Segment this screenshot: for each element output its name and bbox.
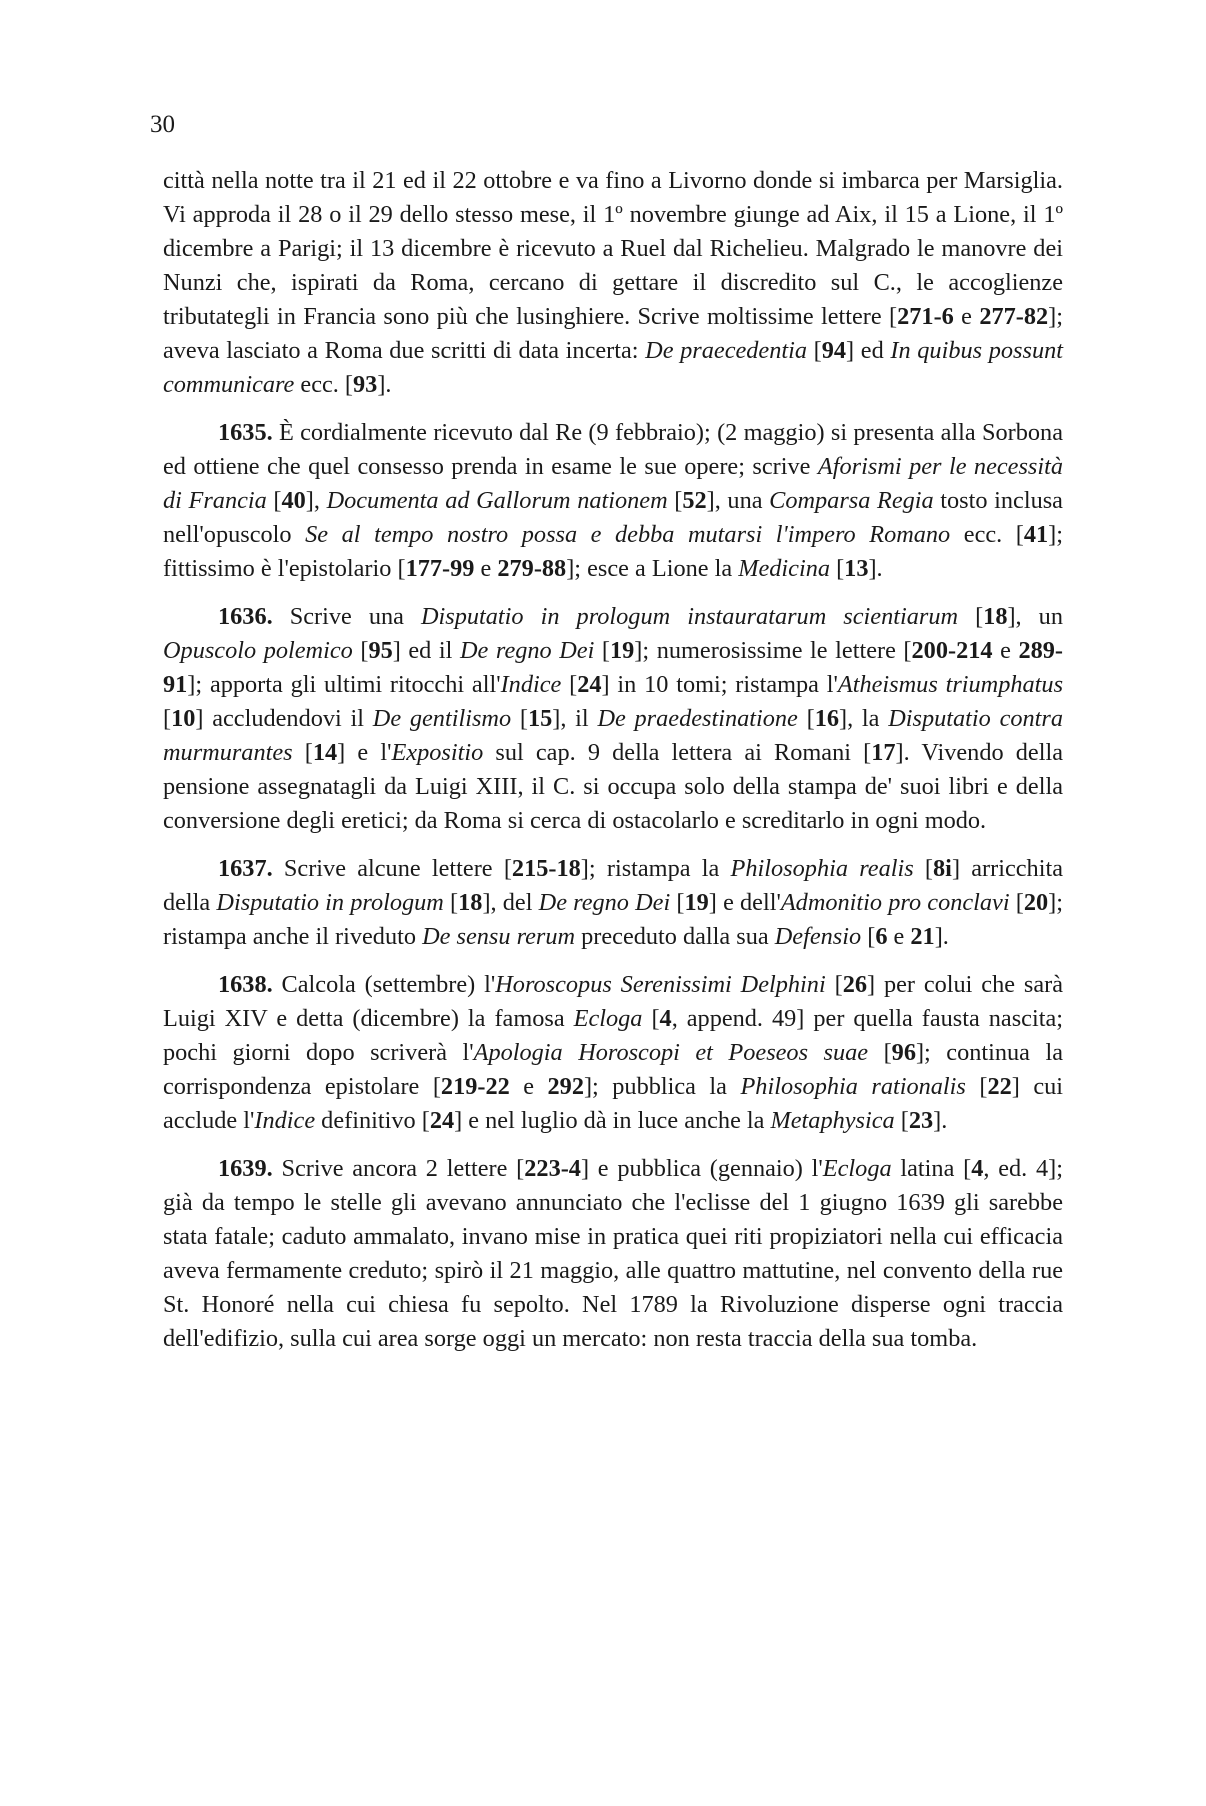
bibliography-ref: 23 xyxy=(908,1107,934,1134)
bibliography-ref: 10 xyxy=(171,705,196,732)
text-run: [ xyxy=(642,1005,660,1032)
bibliography-ref: 17 xyxy=(871,739,896,766)
work-title: De praecedentia xyxy=(645,337,807,364)
text-run: ]; apporta gli ultimi ritocchi all' xyxy=(187,671,501,698)
text-run: [ xyxy=(894,1107,909,1134)
text-run: [ xyxy=(830,555,845,582)
text-run: ]; numerosissime le lettere [ xyxy=(634,637,912,664)
text-run: ], una xyxy=(706,487,770,514)
work-title: Comparsa Regia xyxy=(769,487,934,514)
bibliography-ref: 271-6 xyxy=(897,303,954,330)
text-run: ]; fittissimo è l'epistolario [ xyxy=(163,521,1063,582)
paragraph-1636 xyxy=(163,600,1063,838)
text-run: ], la xyxy=(839,705,889,732)
text-run: ], un xyxy=(1007,603,1063,630)
bibliography-ref: 177-99 xyxy=(405,555,475,582)
work-title: Medicina xyxy=(738,555,830,582)
text-run: ] arricchita della xyxy=(163,855,1063,916)
year-heading: 1637. xyxy=(218,855,273,882)
text-run: ], del xyxy=(482,889,539,916)
text-run: [ xyxy=(561,671,578,698)
text-run: ] ed il xyxy=(392,637,460,664)
bibliography-ref: 6 xyxy=(875,923,888,950)
work-title: Metaphysica xyxy=(770,1107,895,1134)
bibliography-ref: 289-91 xyxy=(163,637,1063,698)
text-run: ]; ristampa anche il riveduto xyxy=(163,889,1064,950)
bibliography-ref: 292 xyxy=(547,1073,584,1100)
paragraph-1638 xyxy=(163,968,1063,1138)
bibliography-ref: 15 xyxy=(527,705,553,732)
year-heading: 1639. xyxy=(218,1155,273,1182)
text-run: ] ed xyxy=(846,337,891,364)
work-title: Indice xyxy=(254,1107,316,1134)
text-run: [ xyxy=(797,705,815,732)
bibliography-ref: 21 xyxy=(910,923,935,950)
work-title: Documenta ad Gallorum nationem xyxy=(326,487,668,514)
text-run: ] per colui che sarà Luigi XIV e detta (dicembre) la famosa xyxy=(163,971,1064,1032)
text-run: [ xyxy=(958,603,984,630)
text-run: città nella notte tra il 21 ed il 22 ottobre e va fino a Livorno donde si imbarca per Marsiglia. Vi approda il 28 o il 29 dello stesso mese, il 1º novembre giunge ad Aix, il 15 a Lione, il 1º dicembre a Parigi; il 13 dicembre è ricevuto a Ruel dal Richelieu. Malgrado le manovre dei Nunzi che, ispirati da Roma, cercano di gettare il discredito sul C., le accoglienze tributategli in Francia sono più che lusinghiere. Scrive moltissime lettere [ xyxy=(163,167,1063,330)
year-heading: 1636. xyxy=(218,603,273,630)
text-run: ], xyxy=(305,487,327,514)
bibliography-ref: 18 xyxy=(983,603,1008,630)
page-number: 30 xyxy=(150,111,175,138)
text-run: ]; continua la corrispondenza epistolare [ xyxy=(163,1039,1063,1100)
text-run: e xyxy=(509,1073,548,1100)
text-run: [ xyxy=(266,487,282,514)
work-title: Aforismi per le necessità di Francia xyxy=(163,453,1063,514)
text-run: [ xyxy=(868,1039,892,1066)
text-run: È cordialmente ricevuto dal Re (9 febbraio); (2 maggio) si presenta alla Sorbona ed ottiene che quel consesso prenda in esame le sue opere; scrive xyxy=(163,419,1063,480)
bibliography-ref: 24 xyxy=(429,1107,455,1134)
work-title: De sensu rerum xyxy=(422,923,576,950)
bibliography-ref: 40 xyxy=(281,487,306,514)
text-run: Calcola (settembre) l' xyxy=(272,971,496,998)
text-run: [ xyxy=(913,855,934,882)
text-run: [ xyxy=(352,637,369,664)
work-title: Ecloga xyxy=(573,1005,643,1032)
text-run: ], il xyxy=(552,705,598,732)
year-heading: 1638. xyxy=(218,971,273,998)
work-title: De praedestinatione xyxy=(597,705,798,732)
text-run: sul cap. 9 della lettera ai Romani [ xyxy=(483,739,872,766)
work-title: Philosophia realis xyxy=(730,855,914,882)
bibliography-ref: 93 xyxy=(353,371,378,398)
work-title: Horoscopus Serenissimi Delphini xyxy=(495,971,826,998)
work-title: Defensio xyxy=(774,923,862,950)
text-run: [ xyxy=(1009,889,1024,916)
bibliography-ref: 4 xyxy=(971,1155,984,1182)
work-title: Disputatio in prologum xyxy=(216,889,444,916)
bibliography-ref: 219-22 xyxy=(440,1073,510,1100)
text-run: ecc. [ xyxy=(294,371,354,398)
bibliography-ref: 279-88 xyxy=(497,555,567,582)
text-run: e xyxy=(953,303,980,330)
text-run: e xyxy=(474,555,498,582)
text-run: [ xyxy=(825,971,843,998)
text-run: [ xyxy=(163,705,172,732)
text-body xyxy=(163,164,1063,1356)
bibliography-ref: 95 xyxy=(368,637,393,664)
bibliography-ref: 8i xyxy=(933,855,952,882)
text-run: Scrive una xyxy=(272,603,421,630)
text-run: ecc. [ xyxy=(950,521,1024,548)
text-run: ]. xyxy=(377,371,392,398)
text-run: ] e nel luglio dà in luce anche la xyxy=(454,1107,771,1134)
text-run: e xyxy=(887,923,911,950)
bibliography-ref: 24 xyxy=(577,671,602,698)
text-run: latina [ xyxy=(891,1155,972,1182)
work-title: Admonitio pro conclavi xyxy=(780,889,1010,916)
bibliography-ref: 19 xyxy=(684,889,709,916)
bibliography-ref: 96 xyxy=(891,1039,916,1066)
text-run: [ xyxy=(861,923,876,950)
bibliography-ref: 26 xyxy=(842,971,867,998)
bibliography-ref: 16 xyxy=(814,705,839,732)
bibliography-ref: 18 xyxy=(458,889,483,916)
work-title: In quibus possunt communicare xyxy=(163,337,1063,398)
work-title: Ecloga xyxy=(822,1155,892,1182)
work-title: Disputatio contra murmurantes xyxy=(163,705,1064,766)
text-run: [ xyxy=(965,1073,988,1100)
text-run: , ed. 4]; già da tempo le stelle gli avevano annunciato che l'eclisse del 1 giugno 1639 gli sarebbe stata fatale; caduto ammalato, invano mise in pratica quei riti propiziatori nella cui efficacia aveva fermamente creduto; spirò il 21 maggio, alle quattro mattutine, nel convento della rue St. Honoré nella cui chiesa fu sepolto. Nel 1789 la Rivoluzione disperse ogni traccia dell'edifizio, sulla cui area sorge oggi un mercato: non resta traccia della sua tomba. xyxy=(163,1155,1063,1352)
bibliography-ref: 94 xyxy=(821,337,847,364)
text-run: ] e pubblica (gennaio) l' xyxy=(580,1155,823,1182)
bibliography-ref: 215-18 xyxy=(511,855,581,882)
work-title: Opuscolo polemico xyxy=(163,637,353,664)
bibliography-ref: 20 xyxy=(1023,889,1049,916)
text-run: definitivo [ xyxy=(315,1107,430,1134)
paragraph-1639 xyxy=(163,1152,1063,1356)
work-title: Apologia Horoscopi et Poeseos suae xyxy=(473,1039,869,1066)
text-run: ]; pubblica la xyxy=(583,1073,741,1100)
paragraph-1635 xyxy=(163,416,1063,586)
text-run: ]. xyxy=(934,923,949,950)
text-run: [ xyxy=(511,705,528,732)
bibliography-ref: 14 xyxy=(312,739,338,766)
text-run: ]. xyxy=(868,555,883,582)
bibliography-ref: 4 xyxy=(659,1005,672,1032)
text-run: ]; ristampa la xyxy=(580,855,731,882)
text-run: tosto inclusa nell'opuscolo xyxy=(163,487,1063,548)
text-run: ]. xyxy=(933,1107,948,1134)
work-title: De gentilismo xyxy=(372,705,512,732)
work-title: Se al tempo nostro possa e debba mutarsi l'impero Romano xyxy=(305,521,951,548)
text-run: [ xyxy=(667,487,683,514)
text-run: , append. 49] per quella fausta nascita; pochi giorni dopo scriverà l' xyxy=(163,1005,1063,1066)
text-run: ] cui acclude l' xyxy=(163,1073,1064,1134)
year-heading: 1635. xyxy=(218,419,273,446)
text-run: Scrive ancora 2 lettere [ xyxy=(272,1155,525,1182)
text-run: ] in 10 tomi; ristampa l' xyxy=(601,671,838,698)
text-run: ] e l' xyxy=(337,739,392,766)
text-run: [ xyxy=(670,889,685,916)
work-title: Atheismus triumphatus xyxy=(837,671,1064,698)
work-title: Expositio xyxy=(391,739,484,766)
text-run: ]; esce a Lione la xyxy=(566,555,739,582)
bibliography-ref: 13 xyxy=(844,555,869,582)
text-run: preceduto dalla sua xyxy=(575,923,775,950)
work-title: Indice xyxy=(500,671,562,698)
work-title: De regno Dei xyxy=(538,889,671,916)
bibliography-ref: 200-214 xyxy=(911,637,993,664)
text-run: [ xyxy=(807,337,822,364)
text-run: ] accludendovi il xyxy=(195,705,373,732)
text-run: ]; aveva lasciato a Roma due scritti di data incerta: xyxy=(163,303,1063,364)
bibliography-ref: 52 xyxy=(682,487,707,514)
text-run: Scrive alcune lettere [ xyxy=(272,855,512,882)
work-title: Philosophia rationalis xyxy=(740,1073,966,1100)
bibliography-ref: 41 xyxy=(1023,521,1049,548)
text-run: [ xyxy=(292,739,313,766)
bibliography-ref: 223-4 xyxy=(524,1155,581,1182)
text-run: ] e dell' xyxy=(708,889,781,916)
text-run: [ xyxy=(443,889,459,916)
paragraph-1637 xyxy=(163,852,1063,954)
work-title: Disputatio in prologum instauratarum scientiarum xyxy=(420,603,959,630)
bibliography-ref: 277-82 xyxy=(979,303,1049,330)
bibliography-ref: 19 xyxy=(610,637,635,664)
text-run: [ xyxy=(594,637,610,664)
text-run: ]. Vivendo della pensione assegnatagli da Luigi XIII, il C. si occupa solo della stampa de' suoi libri e della conversione degli eretici; da Roma si cerca di ostacolarlo e screditarlo in ogni modo. xyxy=(163,739,1063,834)
work-title: De regno Dei xyxy=(459,637,595,664)
text-run: e xyxy=(992,637,1019,664)
paragraph-continuation xyxy=(163,164,1063,402)
bibliography-ref: 22 xyxy=(987,1073,1012,1100)
